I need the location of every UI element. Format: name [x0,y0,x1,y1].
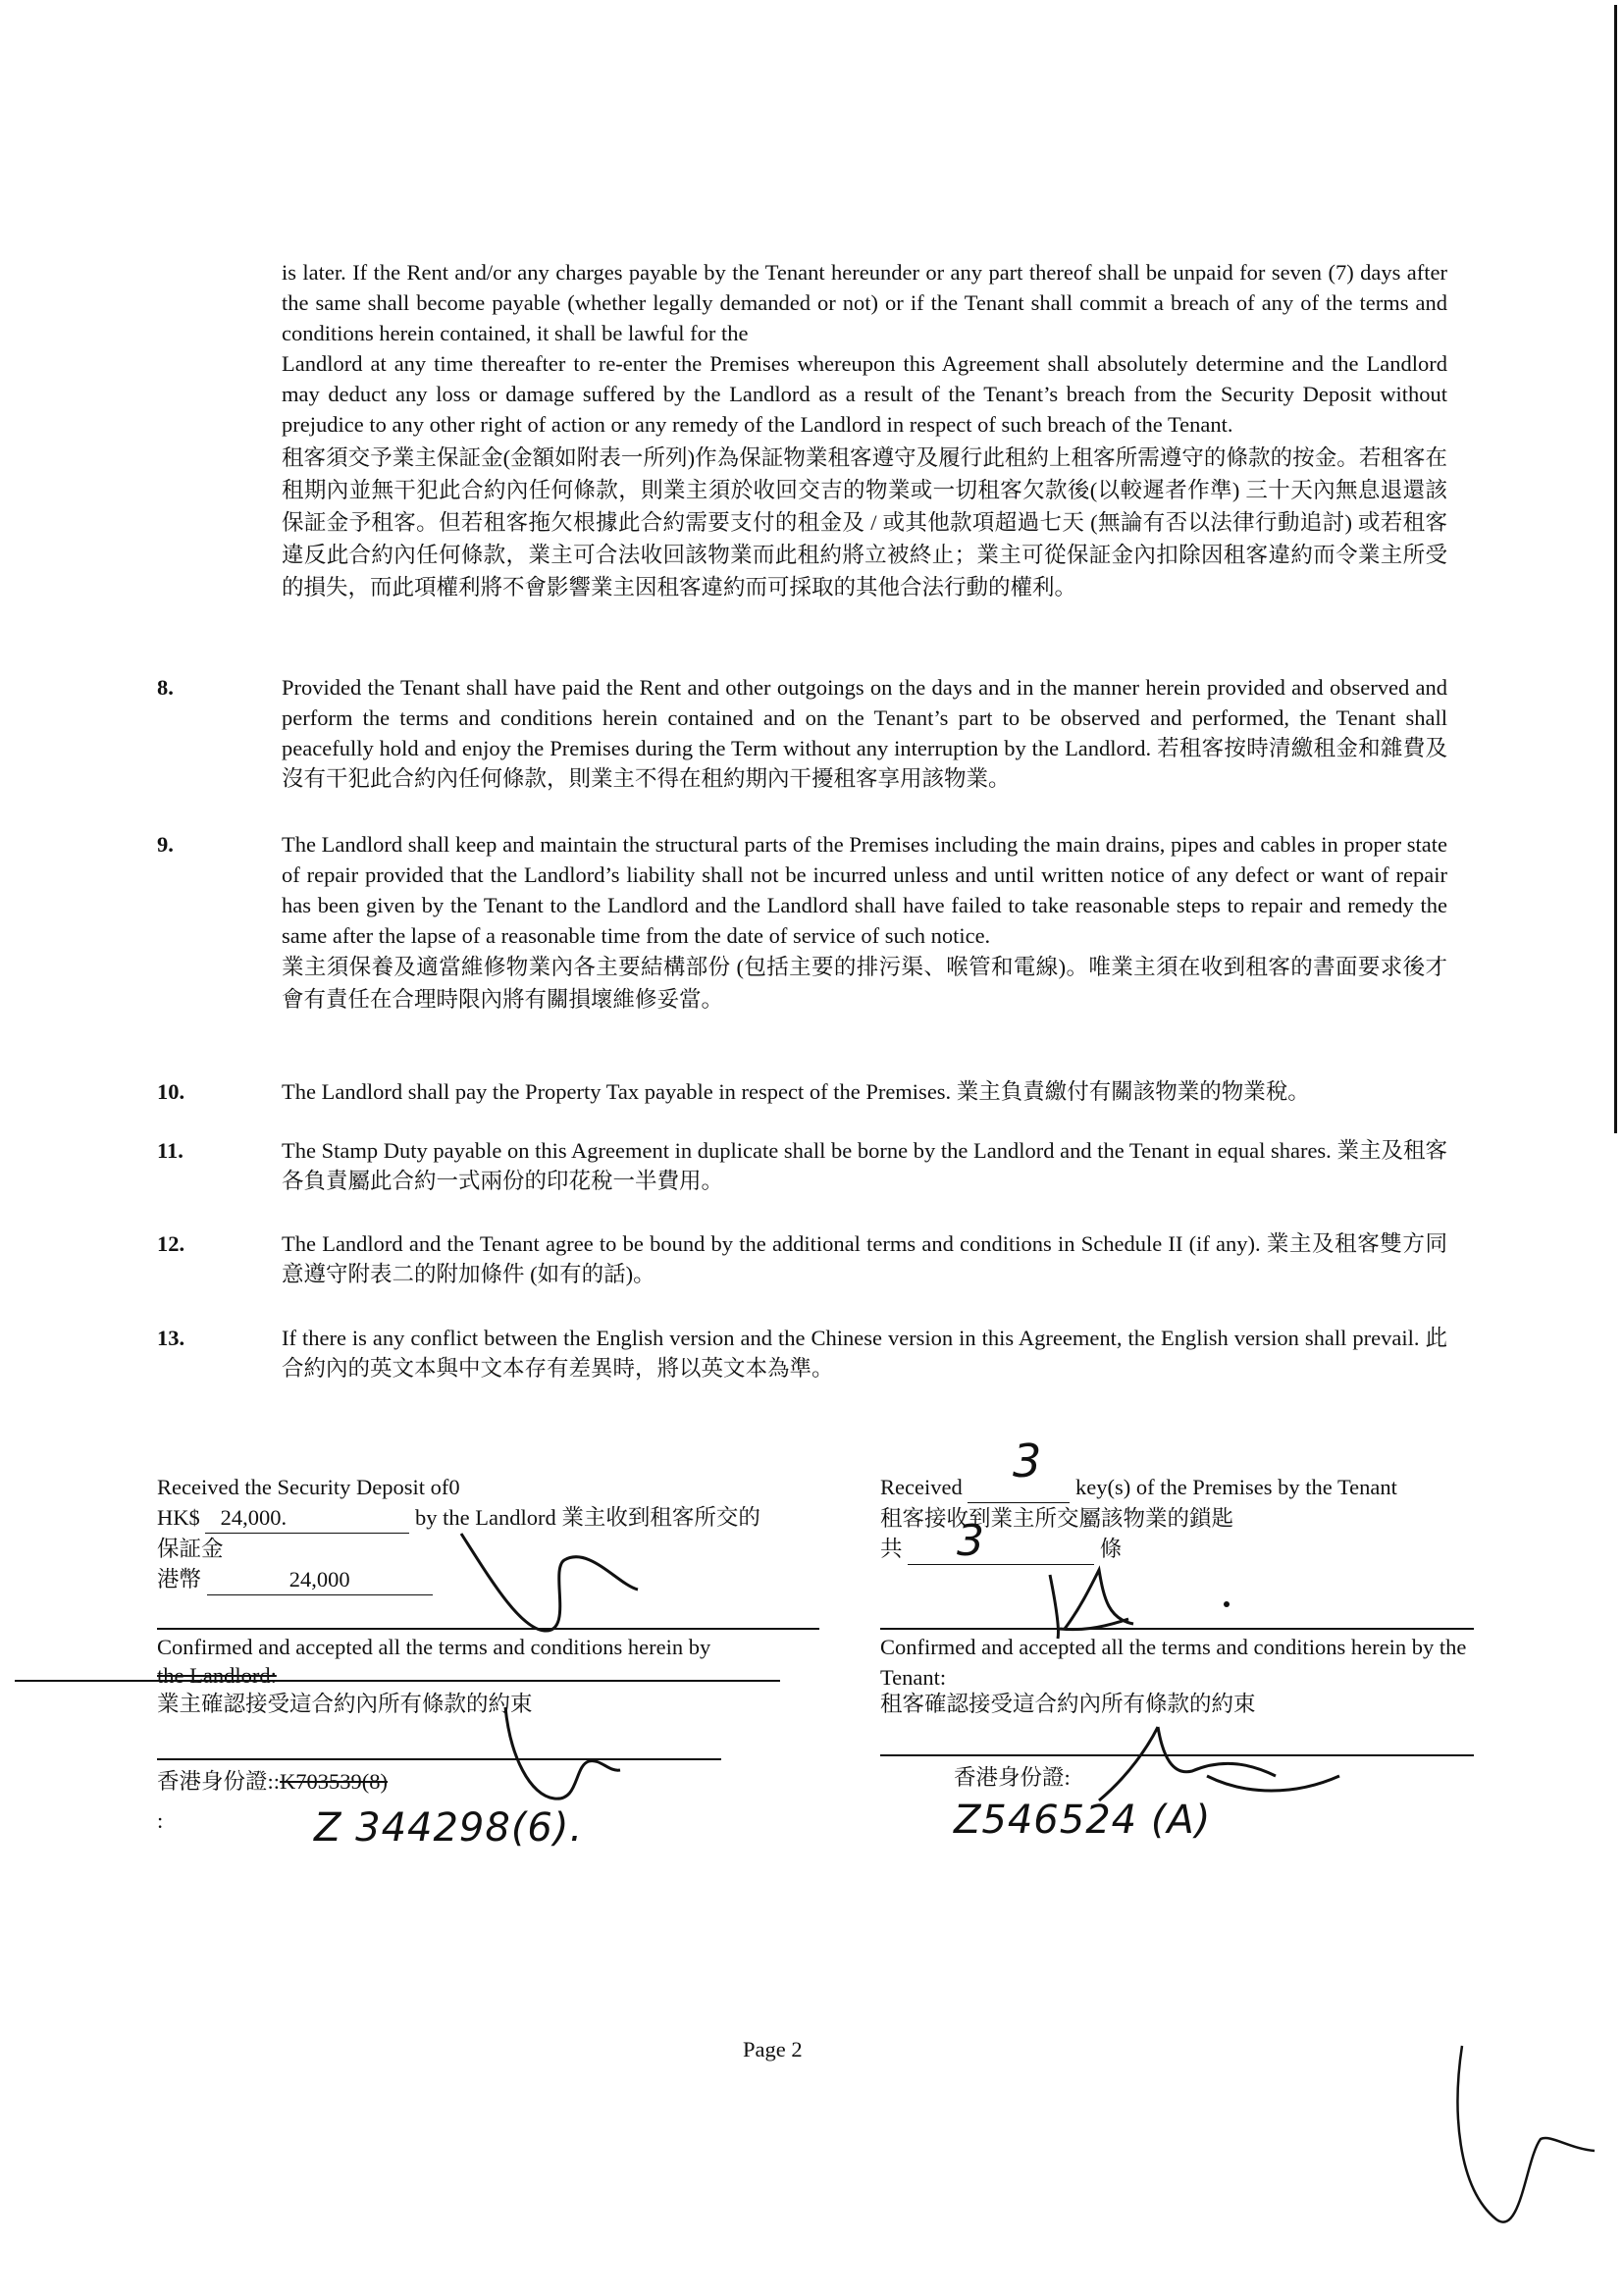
clause-10-number: 10. [157,1079,185,1104]
clause-12-number: 12. [157,1231,185,1256]
tenant-keys-label: key(s) of the Premises by the Tenant [1074,1475,1397,1499]
landlord-id-label: 香港身份證:: [157,1769,281,1794]
landlord-id-handwritten: Z 344298(6). [314,1805,584,1851]
clause-10-text: The Landlord shall pay the Property Tax payable in respect of the Premises. 業主負責繳付有關該物業的物業稅。 [282,1079,1310,1104]
clause-7-english-2: Landlord at any time thereafter to re-enter the Premises whereupon this Agreement shall absolutely determine and the Landlord may deduct any loss or damage suffered by the Landlord as a result of the Tenant’s breach from the Security Deposit without prejudice to any other right of action or any remedy of the Landlord in respect of such breach of the Tenant. [282,351,1447,437]
clause-13-text: If there is any conflict between the English version and the Chinese version in this Agreement, the English version shall prevail. 此合約內的英文本與中文本存有差異時，將以英文本為準。 [282,1326,1447,1381]
page-number: Page 2 [743,2037,803,2061]
tenant-confirm-en: Confirmed and accepted all the terms and conditions herein by the Tenant: [880,1635,1467,1690]
clause-13-number: 13. [157,1326,185,1350]
clause-11-text: The Stamp Duty payable on this Agreement in duplicate shall be borne by the Landlord and the Tenant in equal shares. 業主及租客各負責屬此合約一式兩份的印花稅一半費用。 [282,1138,1447,1193]
clause-8-number: 8. [157,675,174,700]
landlord-confirm-zh: 業主確認接受這合約內所有條款的約束 [157,1692,533,1716]
clause-9-english: The Landlord shall keep and maintain the structural parts of the Premises including the main drains, pipes and cables in proper state of repair provided that the Landlord’s liability shall not be incurred unless and until written notice of any defect or want of repair has been given by the Tenant to the Landlord and the Landlord shall have failed to take reasonable steps to repair and remedy the same after the lapse of a reasonable time from the date of service of such notice. [282,832,1447,948]
hk-zh-amount: 24,000 [207,1564,433,1595]
hk-amount: 24,000. [205,1502,301,1534]
clause-9-number: 9. [157,832,174,857]
tenant-total-handwritten: 3 [957,1516,985,1566]
landlord-confirm-en: Confirmed and accepted all the terms and conditions herein by [157,1635,711,1659]
landlord-confirm-en-2: the Landlord: [157,1663,277,1688]
landlord-colon: : [157,1808,164,1833]
tenant-confirm-zh: 租客確認接受這合約內所有條款的約束 [880,1692,1256,1716]
clause-8-text: Provided the Tenant shall have paid the Rent and other outgoings on the days and in the manner herein provided and observed and perform the terms and conditions herein contained and on the Tenant’s part to be observed and performed, the Tenant shall peacefully hold and enjoy the Premises during the Term without any interruption by the Landlord. 若租客按時清繳租金和雜費及沒有干犯此合約內任何條款，則業主不得在租約期內干擾租客享用該物業。 [282,675,1447,791]
clause-11-number: 11. [157,1138,183,1163]
clause-7-english: is later. If the Rent and/or any charges payable by the Tenant hereunder or any part thereof shall be unpaid for seven (7) days after the same shall become payable (whether legally demanded or not) or if the Tenant shall commit a breach of any of the terms and conditions herein contained, it shall be lawful for the [282,260,1447,345]
deposit-received-label: Received the Security Deposit of0 [157,1475,460,1499]
by-landlord-label: by the Landlord 業主收到租客所交的 [415,1505,760,1530]
hk-label: HK$ [157,1505,200,1530]
tenant-keys-handwritten: 3 [1013,1435,1043,1487]
tenant-received-label: Received [880,1475,963,1499]
tenant-unit-zh: 條 [1099,1537,1123,1561]
deposit-zh-label: 保証金 [157,1537,224,1561]
tenant-total-zh: 共 [880,1537,903,1561]
clause-7-chinese: 租客須交予業主保証金(金額如附表一所列)作為保証物業租客遵守及履行此租約上租客所需遵守的條款的按金。若租客在租期內並無干犯此合約內任何條款，則業主須於收回交吉的物業或一切租客欠款後(以較遲者作準) 三十天內無息退還該保証金予租客。但若租客拖欠根據此合約需要支付的租金及 / 或其他款項超過七天 (無論有否以法律行動追討) 或若租客違反此合約內任何條款，業主可合法收回該物業而此租約將立被終止；業主可從保証金內扣除因租客違約而令業主所受的損失，而此項權利將不會影響業主因租客違約而可採取的其他合法行動的權利。 [282,445,1447,600]
tenant-id-label: 香港身份證: [954,1765,1071,1790]
tenant-id-handwritten: Z546524 (A) [954,1798,1212,1843]
clause-12-text: The Landlord and the Tenant agree to be bound by the additional terms and conditions in Schedule II (if any). 業主及租客雙方同意遵守附表二的附加條件 (如有的話)。 [282,1231,1447,1286]
clause-9-chinese: 業主須保養及適當維修物業內各主要結構部份 (包括主要的排污渠、喉管和電線)。唯業主須在收到租客的書面要求後才會有責任在合理時限內將有關損壞維修妥當。 [282,955,1447,1012]
tenant-keys-zh: 租客接收到業主所交屬該物業的鎖匙 [880,1506,1234,1531]
hk-zh-label: 港幣 [157,1567,202,1592]
landlord-id-struck: K703539(8) [280,1769,388,1794]
